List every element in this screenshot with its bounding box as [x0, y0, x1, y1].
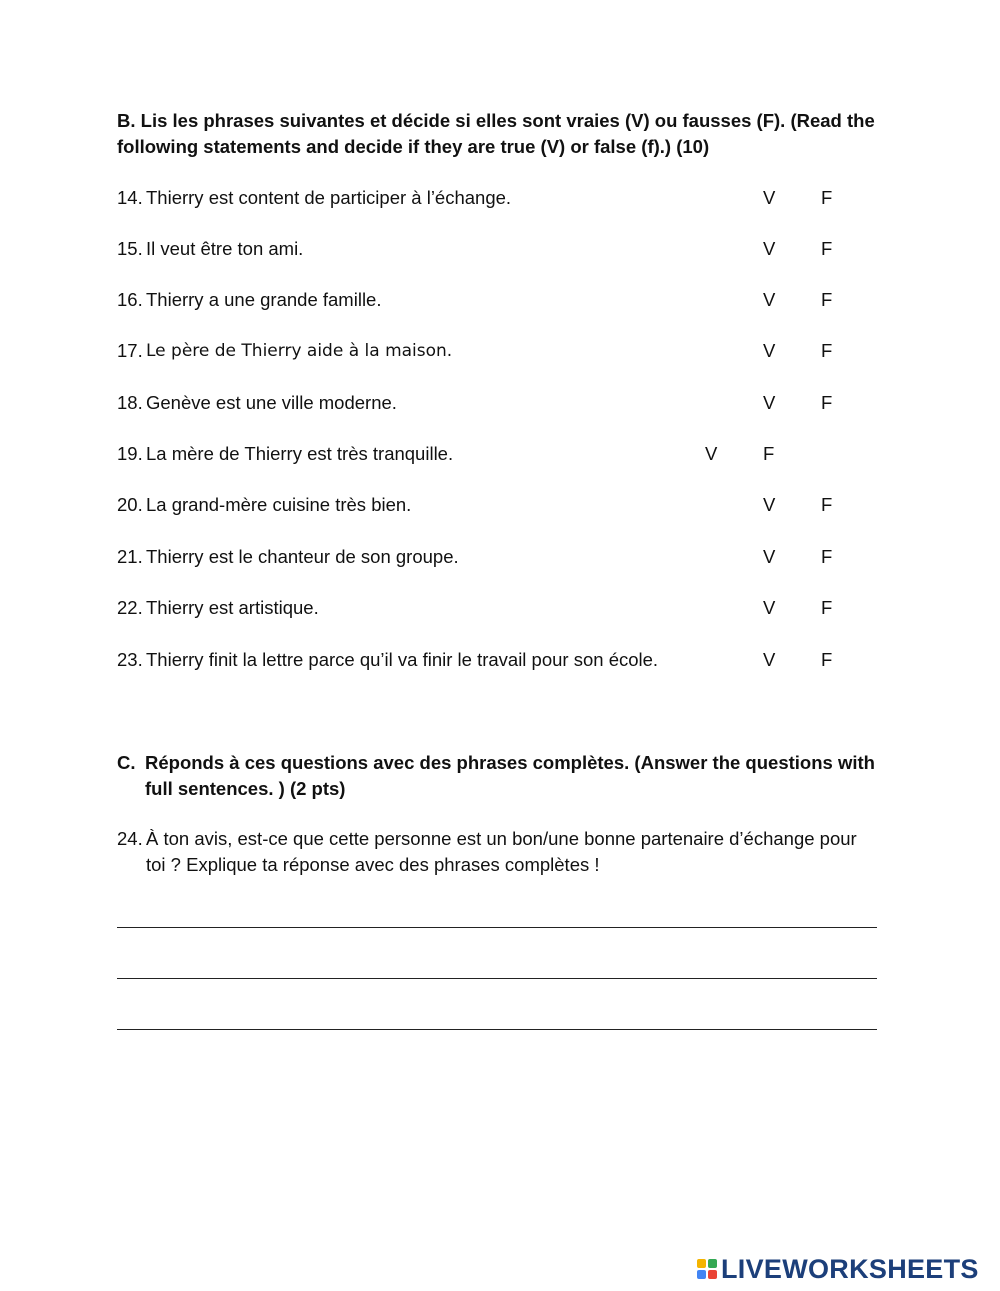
- statement-item-22: [117, 595, 877, 621]
- true-option[interactable]: V: [763, 289, 776, 310]
- statement-item-19: [117, 441, 877, 467]
- statement-item-17: [117, 338, 877, 364]
- item-number: 22.: [117, 597, 143, 618]
- answer-line-3[interactable]: [117, 1029, 877, 1030]
- item-text: Thierry finit la lettre parce qu’il va finir le travail pour son école.: [146, 649, 659, 670]
- item-number: 21.: [117, 546, 143, 567]
- answer-line-2[interactable]: [117, 978, 877, 979]
- item-text: Thierry est le chanteur de son groupe.: [146, 546, 459, 567]
- item-number: 20.: [117, 494, 143, 515]
- item-text: Le père de Thierry aide à la maison.: [146, 341, 453, 361]
- section-c-title-text: Réponds à ces questions avec des phrases complètes. (Answer the questions with full sentences. ) (2 pts): [145, 752, 875, 799]
- true-option[interactable]: V: [763, 238, 776, 259]
- true-option[interactable]: V: [763, 340, 776, 361]
- true-option[interactable]: V: [763, 649, 776, 670]
- statement-item-20: [117, 492, 877, 518]
- statement-item-15: [117, 236, 877, 262]
- item-text: Il veut être ton ami.: [146, 238, 304, 259]
- question-text: À ton avis, est-ce que cette personne est un bon/une bonne partenaire d’échange pour toi ? Explique ta réponse avec des phrases complètes !: [146, 828, 857, 875]
- section-b-title: B. Lis les phrases suivantes et décide si elles sont vraies (V) ou fausses (F). (Read the following statements and decide if they are true (V) or false (f).) (10): [117, 110, 875, 157]
- true-option[interactable]: V: [763, 494, 776, 515]
- item-text: Thierry a une grande famille.: [146, 289, 382, 310]
- liveworksheets-logo: [697, 1252, 979, 1286]
- statement-item-14: [117, 185, 877, 211]
- question-24: [117, 826, 877, 878]
- section-c-letter: C.: [117, 752, 136, 773]
- statement-item-16: [117, 287, 877, 313]
- item-number: 17.: [117, 340, 143, 361]
- item-number: 19.: [117, 443, 143, 464]
- false-option[interactable]: F: [821, 340, 833, 361]
- false-option[interactable]: F: [821, 392, 833, 413]
- item-text: La mère de Thierry est très tranquille.: [146, 443, 454, 464]
- item-number: 23.: [117, 649, 143, 670]
- item-text: La grand-mère cuisine très bien.: [146, 494, 412, 515]
- item-number: 18.: [117, 392, 143, 413]
- true-option[interactable]: V: [763, 597, 776, 618]
- false-option[interactable]: F: [821, 597, 833, 618]
- section-c-title: [117, 750, 877, 802]
- false-option[interactable]: F: [821, 649, 833, 670]
- true-option[interactable]: V: [763, 392, 776, 413]
- true-option[interactable]: V: [763, 187, 776, 208]
- item-text: Thierry est artistique.: [146, 597, 319, 618]
- answer-line-1[interactable]: [117, 927, 877, 928]
- item-number: 14.: [117, 187, 143, 208]
- false-option[interactable]: F: [821, 238, 833, 259]
- true-option[interactable]: V: [705, 443, 718, 464]
- question-number: 24.: [117, 828, 143, 849]
- false-option[interactable]: F: [821, 289, 833, 310]
- item-number: 16.: [117, 289, 143, 310]
- false-option[interactable]: F: [821, 546, 833, 567]
- statement-item-21: [117, 544, 877, 570]
- false-option[interactable]: F: [821, 494, 833, 515]
- false-option[interactable]: F: [821, 187, 833, 208]
- statement-item-23: [117, 647, 877, 673]
- item-text: Thierry est content de participer à l’échange.: [146, 187, 512, 208]
- logo-text: LIVEWORKSHEETS: [721, 1253, 979, 1284]
- item-number: 15.: [117, 238, 143, 259]
- false-option[interactable]: F: [763, 443, 775, 464]
- statement-item-18: [117, 390, 877, 416]
- logo-squares-icon: [697, 1259, 717, 1279]
- true-option[interactable]: V: [763, 546, 776, 567]
- item-text: Genève est une ville moderne.: [146, 392, 397, 413]
